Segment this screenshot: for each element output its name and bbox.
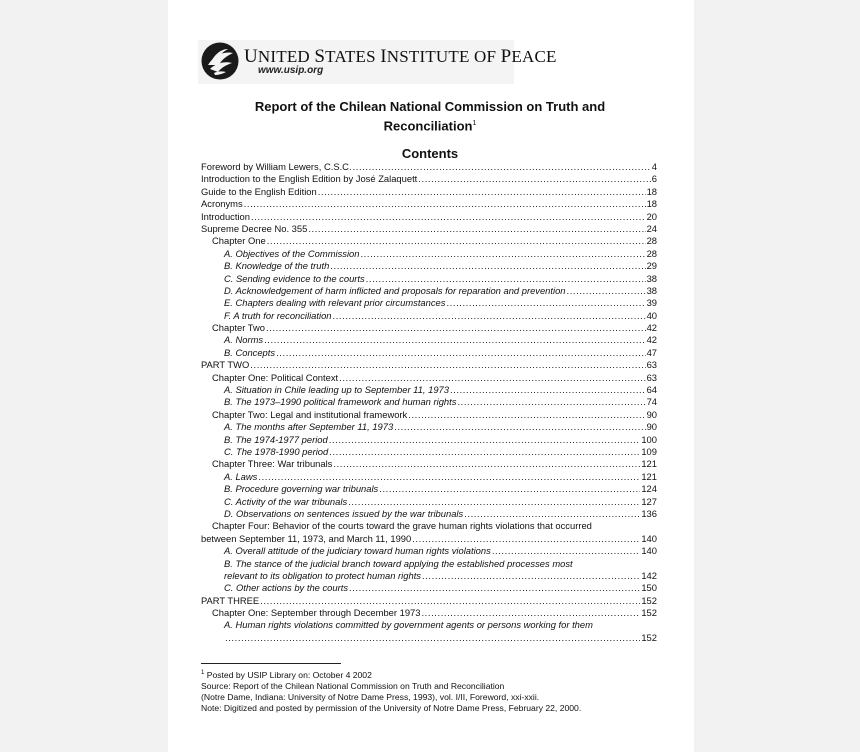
toc-entry: B. Procedure governing war tribunals ..... 124 [201,483,657,495]
footnote: $^1$ Posted by USIP Library on: October 4 2002 Source: Report of the Chilean National Commission on Truth and Reconciliation (Notre Dame, Indiana: University of Notre Dame Press, 1993), vol. I/II, Foreword, xxi-xxii. Note: Digitized and posted by permission of the University of Notre Dame Press, February 22, 2000. [201,669,582,714]
toc-entry: B. The 1973–1990 political framework and human rights ..... 74 [201,396,657,408]
toc-entry: PART TWO ..... 63 [201,359,657,371]
toc-entry: between September 11, 1973, and March 11, 1990 ..... 140 [201,533,657,545]
toc-entry: Acronyms ..... 18 [201,198,657,210]
toc-entry-text: A. Human rights violations committed by government agents or persons working for them [224,619,593,631]
toc-entry: A. The months after September 11, 1973 ..... 90 [201,421,657,433]
toc-entry: Chapter Two: Legal and institutional framework ..... 90 [201,409,657,421]
toc-entry: Supreme Decree No. 355 ..... 24 [201,223,657,235]
toc-entry: Chapter One: Political Context ..... 63 [201,372,657,384]
toc-entry: A. Objectives of the Commission ..... 28 [201,248,657,260]
footnote-rule [201,663,341,664]
toc-entry: A. Situation in Chile leading up to September 11, 1973 ..... 64 [201,384,657,396]
toc-entry: B. Knowledge of the truth ..... 29 [201,260,657,272]
toc-entry: Chapter Two ..... 42 [201,322,657,334]
toc-entry: Introduction to the English Edition by José Zalaquett ..... 6 [201,173,657,185]
org-url: www.usip.org [258,65,324,76]
toc-entry: C. Sending evidence to the courts ..... 38 [201,273,657,285]
report-title: Report of the Chilean National Commission on Truth and Reconciliation$^1$ [254,99,606,134]
contents-heading: Contents [401,146,459,161]
toc-entry: relevant to its obligation to protect human rights ..... 142 [201,570,657,582]
toc-entry: E. Chapters dealing with relevant prior circumstances ..... 39 [201,297,657,309]
toc-entry: D. Observations on sentences issued by the war tribunals ..... 136 [201,508,657,520]
toc-entry: D. Acknowledgement of harm inflicted and proposals for reparation and prevention ..... 38 [201,285,657,297]
toc-entry: PART THREE ..... 152 [201,595,657,607]
toc-entry: ..... 152 [201,632,657,644]
org-name: UNITED STATES INSTITUTE OF PEACE [244,46,557,67]
toc-entry-text: Chapter Four: Behavior of the courts toward the grave human rights violations that occurred [212,520,592,532]
toc-entry: B. The 1974-1977 period ..... 100 [201,434,657,446]
toc-entry: Chapter One: September through December 1973 ..... 152 [201,607,657,619]
toc-entry: Chapter Three: War tribunals ..... 121 [201,458,657,470]
toc-entry: Foreword by William Lewers, C.S.C. ..... 4 [201,161,657,173]
toc-entry: A. Overall attitude of the judiciary toward human rights violations ..... 140 [201,545,657,557]
toc-entry: C. The 1978-1990 period ..... 109 [201,446,657,458]
toc-entry: Chapter One ..... 28 [201,235,657,247]
toc-entry: A. Laws ..... 121 [201,471,657,483]
toc-entry: Guide to the English Edition ..... 18 [201,186,657,198]
toc-entry: Introduction ..... 20 [201,211,657,223]
table-of-contents [201,161,657,644]
toc-entry-text: B. The stance of the judicial branch toward applying the established processes most [224,557,573,569]
toc-entry: F. A truth for reconciliation ..... 40 [201,310,657,322]
dove-icon [200,41,240,81]
toc-entry: B. Concepts ..... 47 [201,347,657,359]
toc-entry: A. Norms ..... 42 [201,334,657,346]
toc-entry: C. Other actions by the courts ..... 150 [201,582,657,594]
toc-entry: C. Activity of the war tribunals ..... 127 [201,496,657,508]
